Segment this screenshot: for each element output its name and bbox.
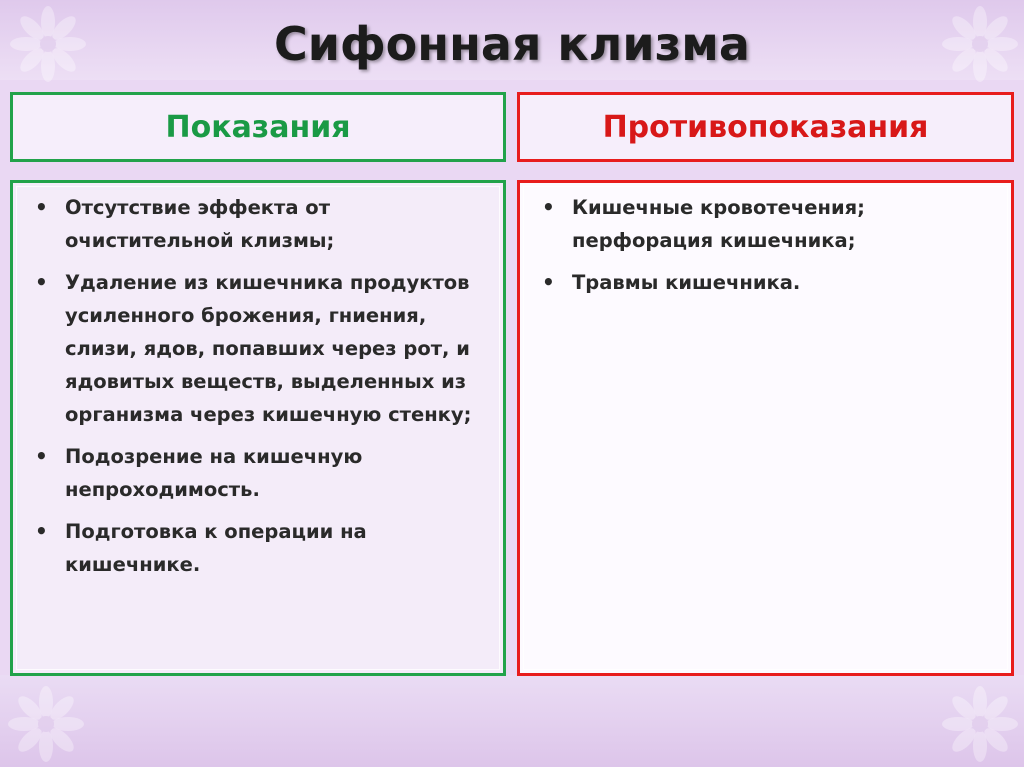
bullet-icon: • bbox=[35, 519, 48, 543]
list-item-text: Отсутствие эффекта от очистительной клизмы; bbox=[65, 196, 335, 252]
list-item-text: Подозрение на кишечную непроходимость. bbox=[65, 445, 363, 501]
flower-icon bbox=[940, 684, 1020, 764]
list-item-text: Подготовка к операции на кишечнике. bbox=[65, 520, 367, 576]
list-item bbox=[35, 515, 481, 581]
bullet-icon: • bbox=[35, 270, 48, 294]
list-item-text: Кишечные кровотечения; перфорация кишечника; bbox=[572, 196, 865, 252]
indications-heading: Показания bbox=[165, 109, 351, 145]
list-item bbox=[35, 191, 481, 257]
indications-heading-box bbox=[10, 92, 506, 162]
footer-band bbox=[0, 675, 1024, 767]
list-item-text: Травмы кишечника. bbox=[572, 271, 801, 294]
contraindications-heading-box bbox=[517, 92, 1014, 162]
contraindications-list bbox=[542, 191, 989, 299]
bullet-icon: • bbox=[35, 195, 48, 219]
bullet-icon: • bbox=[35, 444, 48, 468]
bullet-icon: • bbox=[542, 270, 555, 294]
bullet-icon: • bbox=[542, 195, 555, 219]
list-item bbox=[542, 191, 989, 257]
contraindications-heading: Противопоказания bbox=[602, 109, 929, 145]
list-item bbox=[35, 266, 481, 431]
flower-icon bbox=[6, 684, 86, 764]
list-item-text: Удаление из кишечника продуктов усиленного брожения, гниения, слизи, ядов, попавших через рот, и ядовитых веществ, выделенных из организма через кишечную стенку; bbox=[65, 271, 472, 426]
list-item bbox=[542, 266, 989, 299]
indications-list bbox=[35, 191, 481, 581]
indications-panel bbox=[10, 180, 506, 676]
contraindications-panel bbox=[517, 180, 1014, 676]
list-item bbox=[35, 440, 481, 506]
slide-title: Сифонная клизма bbox=[274, 17, 750, 71]
